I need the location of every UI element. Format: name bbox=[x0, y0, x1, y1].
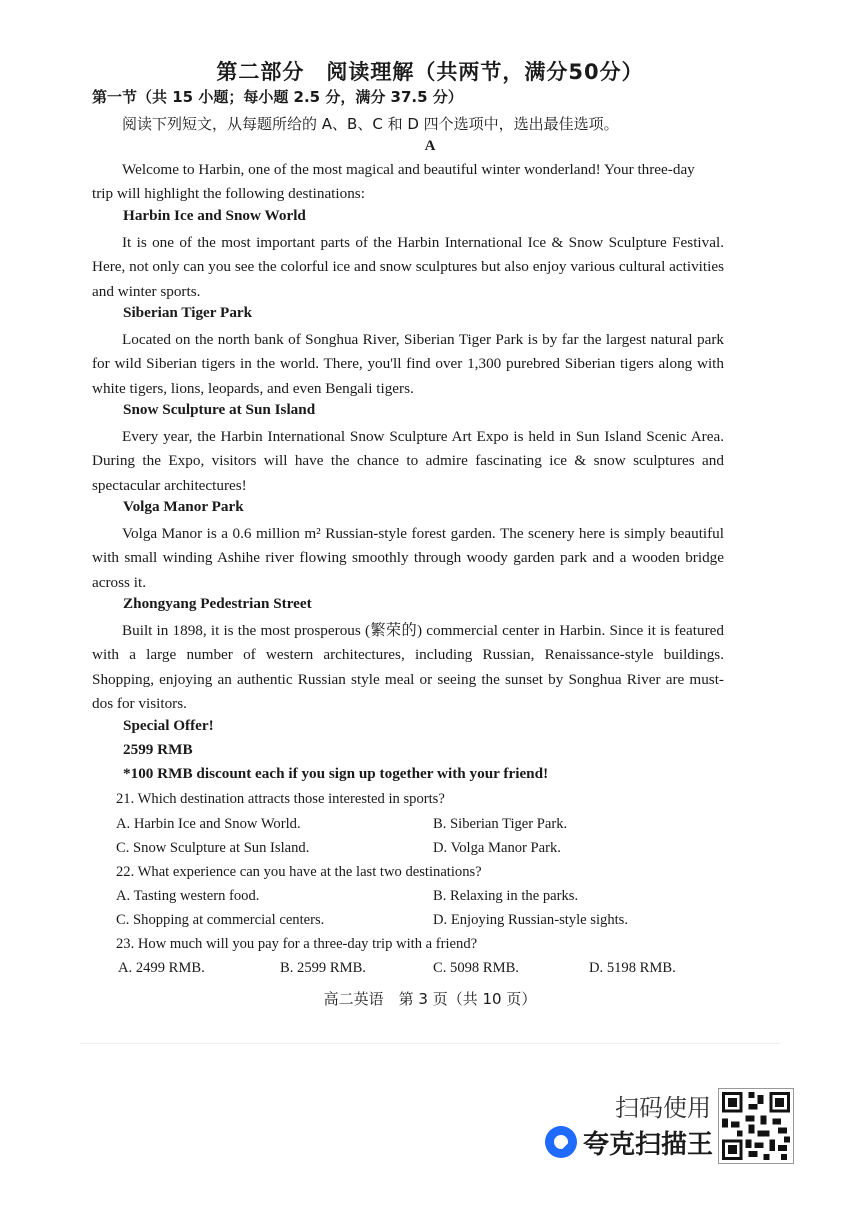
destination-title-2: Siberian Tiger Park bbox=[123, 304, 253, 321]
section-heading: 第一节（共 15 小题；每小题 2.5 分，满分 37.5 分） bbox=[92, 88, 463, 106]
quark-logo-icon bbox=[545, 1126, 577, 1158]
destination-title-3: Snow Sculpture at Sun Island bbox=[123, 401, 316, 418]
question-23-option-a: A. 2499 RMB. bbox=[118, 960, 205, 976]
scan-to-use-text: 扫码使用 bbox=[615, 1094, 711, 1122]
question-23: 23. How much will you pay for a three-day trip with a friend? bbox=[116, 936, 478, 952]
intro-line-2: trip will highlight the following destinations: bbox=[92, 185, 365, 202]
passage-label: A bbox=[424, 138, 436, 154]
destination-text-1: It is one of the most important parts of the Harbin International Ice & Snow Sculpture Festival. Here, not only can you see the colorful ice and snow sculptures but also enjoy various cultural activities and winter sports. bbox=[92, 234, 724, 300]
brand-name: 夸克扫描王 bbox=[583, 1129, 714, 1160]
offer-price: 2599 RMB bbox=[123, 741, 193, 758]
question-21: 21. Which destination attracts those interested in sports? bbox=[116, 791, 445, 807]
question-21-option-b: B. Siberian Tiger Park. bbox=[433, 816, 568, 832]
question-22-option-a: A. Tasting western food. bbox=[116, 888, 260, 904]
question-23-option-d: D. 5198 RMB. bbox=[589, 960, 676, 976]
scanner-brand bbox=[545, 1124, 713, 1160]
question-23-option-c: C. 5098 RMB. bbox=[433, 960, 519, 976]
destination-text-4: Volga Manor is a 0.6 million m² Russian-style forest garden. The scenery here is simply beautiful with small winding Ashihe river flowing smoothly through woody garden park and a wooden bridge across it. bbox=[92, 525, 724, 591]
question-23-option-b: B. 2599 RMB. bbox=[280, 960, 366, 976]
question-22-option-b: B. Relaxing in the parks. bbox=[433, 888, 579, 904]
page-divider bbox=[80, 1043, 780, 1044]
offer-note: *100 RMB discount each if you sign up together with your friend! bbox=[123, 765, 549, 782]
question-22: 22. What experience can you have at the last two destinations? bbox=[116, 864, 482, 880]
destination-title-5: Zhongyang Pedestrian Street bbox=[123, 595, 312, 612]
question-21-option-d: D. Volga Manor Park. bbox=[433, 840, 561, 856]
question-21-option-c: C. Snow Sculpture at Sun Island. bbox=[116, 840, 310, 856]
destination-text-2: Located on the north bank of Songhua River, Siberian Tiger Park is by far the largest natural park for wild Siberian tigers in the world. There, you'll find over 1,300 purebred Siberian tigers along with white tigers, lions, leopards, and even Bengali tigers. bbox=[92, 331, 724, 397]
destination-title-4: Volga Manor Park bbox=[123, 498, 244, 515]
intro-line-1: Welcome to Harbin, one of the most magical and beautiful winter wonderland! Your three-day bbox=[122, 161, 695, 178]
qr-code-icon[interactable] bbox=[718, 1088, 794, 1164]
question-21-option-a: A. Harbin Ice and Snow World. bbox=[116, 816, 301, 832]
offer-title: Special Offer! bbox=[123, 717, 214, 734]
destination-title-1: Harbin Ice and Snow World bbox=[123, 207, 306, 224]
question-22-option-c: C. Shopping at commercial centers. bbox=[116, 912, 325, 928]
part-heading: 第二部分 阅读理解（共两节，满分50分） bbox=[216, 60, 644, 84]
destination-text-3: Every year, the Harbin International Snow Sculpture Art Expo is held in Sun Island Scenic Area. During the Expo, visitors will have the chance to admire fascinating ice & snow sculptures and spectacular architectures! bbox=[92, 428, 724, 494]
instruction-text: 阅读下列短文，从每题所给的 A、B、C 和 D 四个选项中，选出最佳选项。 bbox=[122, 115, 619, 133]
page-footer: 高二英语 第 3 页（共 10 页） bbox=[323, 990, 537, 1008]
question-22-option-d: D. Enjoying Russian-style sights. bbox=[433, 912, 628, 928]
destination-text-5: Built in 1898, it is the most prosperous (繁荣的) commercial center in Harbin. Since it is featured with a large number of western architectures, including Russian, Renaissance-style buildings. Shopping, enjoying an authentic Russian style meal or seeing the sunset by Songhua River are must-dos for visitors. bbox=[92, 622, 724, 713]
